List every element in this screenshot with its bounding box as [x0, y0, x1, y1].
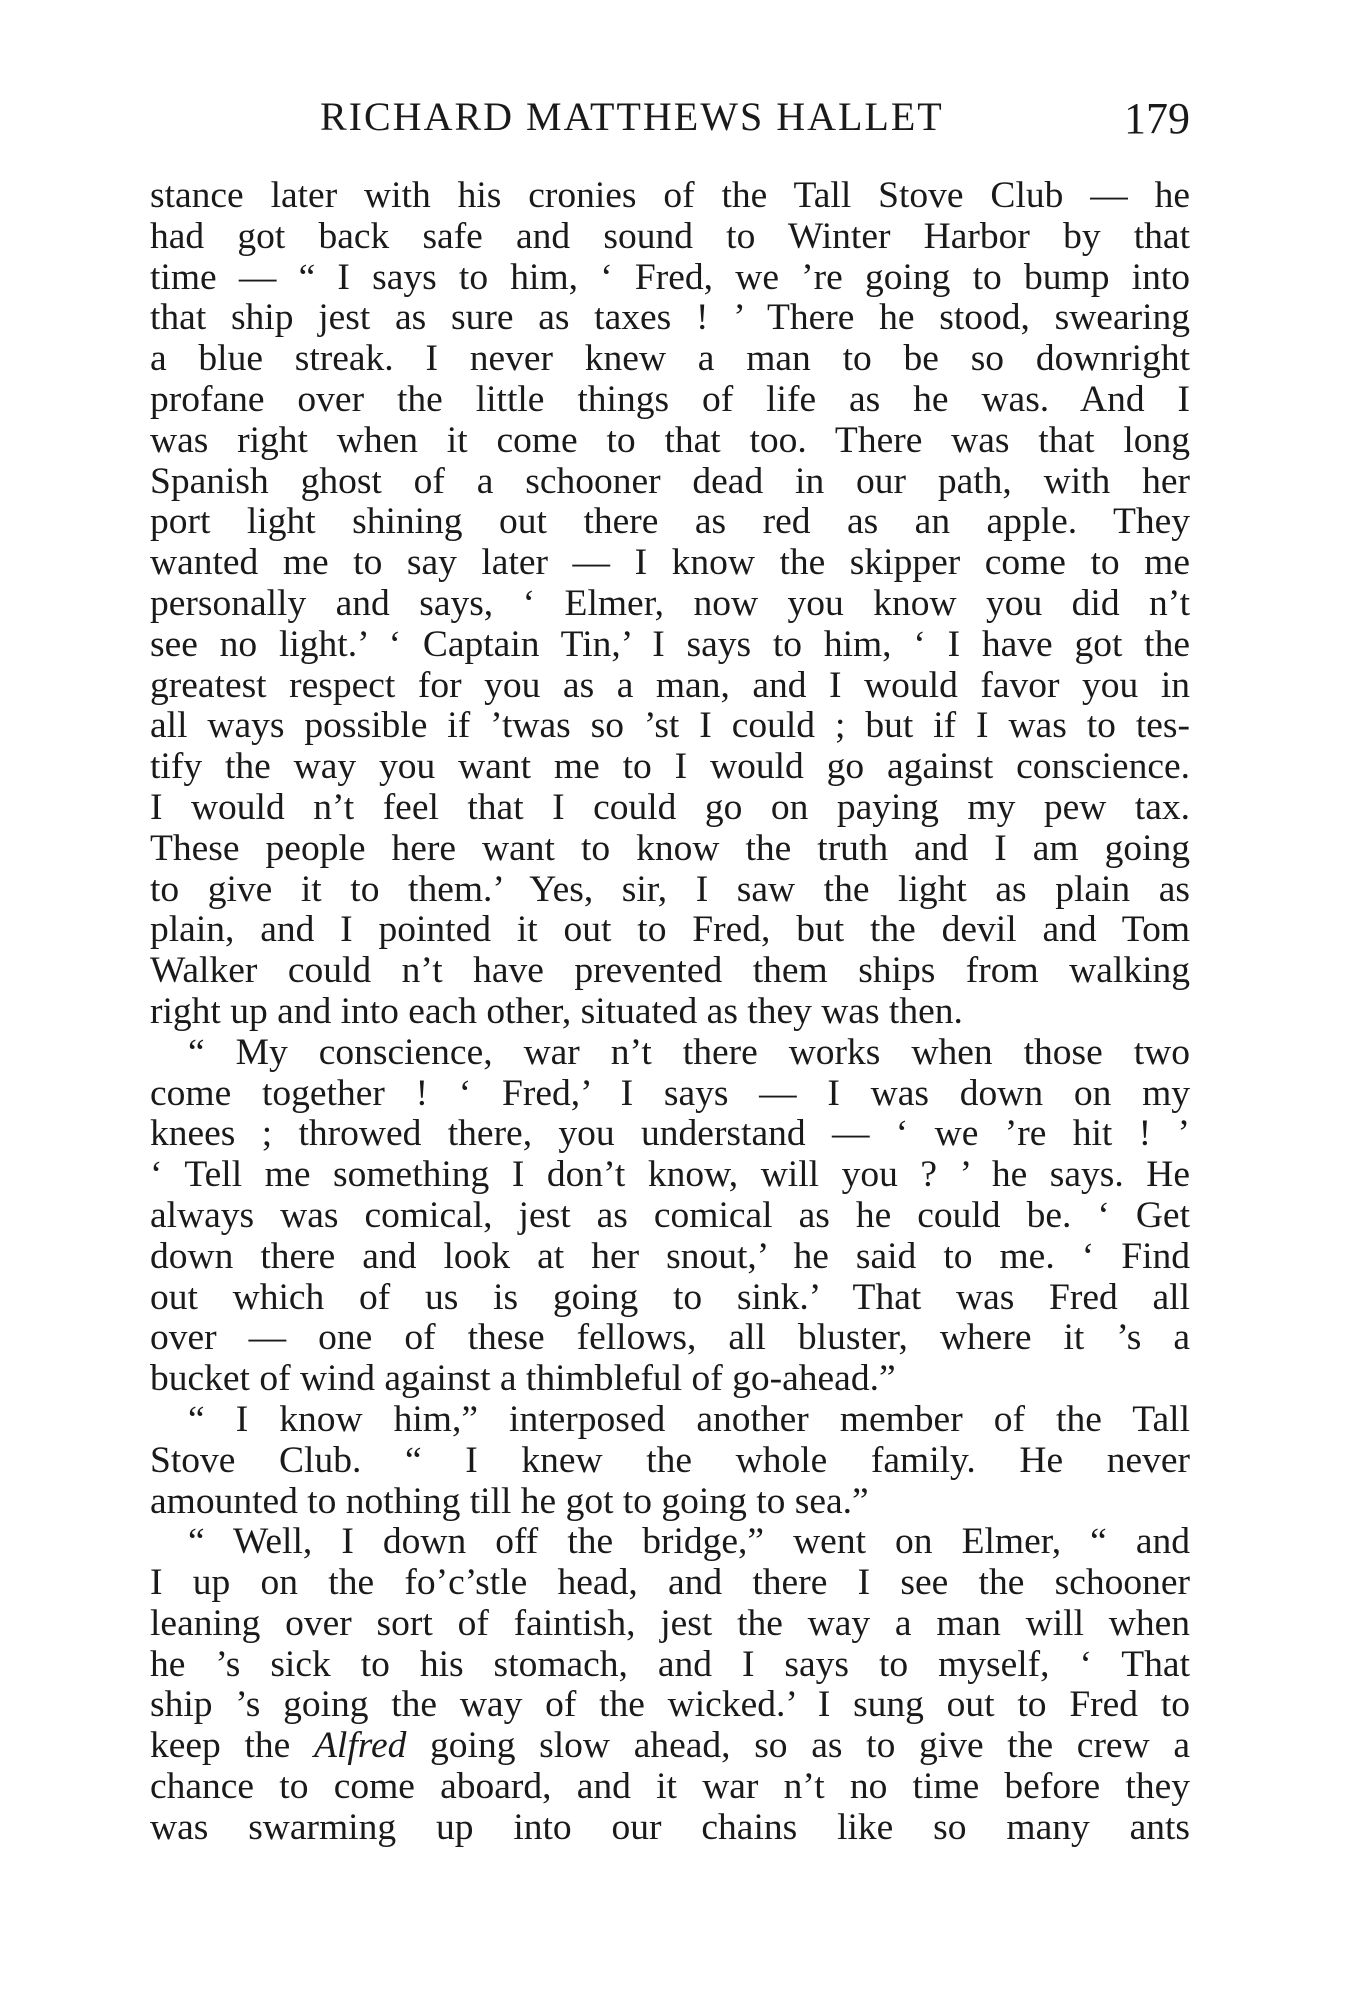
text-line: a blue streak. I never knew a man to be so downright	[150, 338, 1190, 380]
text-line: tify the way you want me to I would go against conscience.	[150, 746, 1190, 788]
text-line: right up and into each other, situated as they was then.	[150, 990, 963, 1032]
text-line: ‘ Tell me something I don’t know, will you ? ’ he says. He	[150, 1154, 1190, 1196]
body-text	[150, 176, 1190, 1849]
running-head	[150, 92, 1190, 142]
text-line: port light shining out there as red as an apple. They	[150, 501, 1190, 543]
page-number: 179	[1124, 94, 1190, 143]
text-line	[150, 1726, 1190, 1767]
text-fragment: keep the	[150, 1725, 314, 1767]
text-line: was right when it come to that too. There was that long	[150, 419, 1190, 461]
text-line: out which of us is going to sink.’ That was Fred all	[150, 1276, 1190, 1318]
text-line: amounted to nothing till he got to going to sea.”	[150, 1480, 869, 1522]
text-line: come together ! ‘ Fred,’ I says — I was down on my	[150, 1072, 1190, 1114]
text-line: all ways possible if ’twas so ’st I could ; but if I was to tes-	[150, 705, 1190, 747]
text-line: personally and says, ‘ Elmer, now you know you did n’t	[150, 582, 1190, 624]
text-line: stance later with his cronies of the Tall Stove Club — he	[150, 175, 1190, 216]
text-line: to give it to them.’ Yes, sir, I saw the light as plain as	[150, 868, 1190, 910]
text-line: had got back safe and sound to Winter Harbor by that	[150, 215, 1190, 257]
text-line: knees ; throwed there, you understand — ‘ we ’re hit ! ’	[150, 1113, 1190, 1155]
text-line: bucket of wind against a thimbleful of go-ahead.”	[150, 1358, 896, 1400]
text-line: plain, and I pointed it out to Fred, but the devil and Tom	[150, 909, 1190, 951]
text-line: he ’s sick to his stomach, and I says to myself, ‘ That	[150, 1643, 1190, 1685]
text-line: “ I know him,” interposed another member of the Tall	[188, 1398, 1190, 1440]
text-fragment: going slow ahead, so as to give the crew a	[406, 1725, 1190, 1767]
text-line: chance to come aboard, and it war n’t no time before they	[150, 1766, 1190, 1808]
text-line: Stove Club. “ I knew the whole family. He never	[150, 1439, 1190, 1481]
text-line: wanted me to say later — I know the skipper come to me	[150, 542, 1190, 584]
text-line: that ship jest as sure as taxes ! ’ There he stood, swearing	[150, 297, 1190, 339]
text-line: Spanish ghost of a schooner dead in our path, with her	[150, 460, 1190, 502]
text-line: time — “ I says to him, ‘ Fred, we ’re going to bump into	[150, 256, 1190, 298]
text-line: “ My conscience, war n’t there works when those two	[188, 1031, 1190, 1073]
running-title: RICHARD MATTHEWS HALLET	[320, 94, 944, 139]
text-line: I up on the fo’c’stle head, and there I see the schooner	[150, 1562, 1190, 1604]
text-line: ship ’s going the way of the wicked.’ I sung out to Fred to	[150, 1684, 1190, 1726]
text-line: These people here want to know the truth and I am going	[150, 827, 1190, 869]
text-line: Walker could n’t have prevented them ships from walking	[150, 950, 1190, 992]
text-line: always was comical, jest as comical as he could be. ‘ Get	[150, 1194, 1190, 1236]
text-line: I would n’t feel that I could go on paying my pew tax.	[150, 786, 1190, 828]
text-line: down there and look at her snout,’ he said to me. ‘ Find	[150, 1235, 1190, 1277]
text-line: “ Well, I down off the bridge,” went on Elmer, “ and	[188, 1521, 1190, 1563]
text-line: profane over the little things of life as he was. And I	[150, 378, 1190, 420]
text-line: greatest respect for you as a man, and I would favor you in	[150, 664, 1190, 706]
text-line: leaning over sort of faintish, jest the way a man will when	[150, 1602, 1190, 1644]
text-line: see no light.’ ‘ Captain Tin,’ I says to him, ‘ I have got the	[150, 623, 1190, 665]
text-line: over — one of these fellows, all bluster, where it ’s a	[150, 1317, 1190, 1359]
text-line: was swarming up into our chains like so many ants	[150, 1806, 1190, 1848]
ship-name-italic: Alfred	[314, 1725, 407, 1767]
